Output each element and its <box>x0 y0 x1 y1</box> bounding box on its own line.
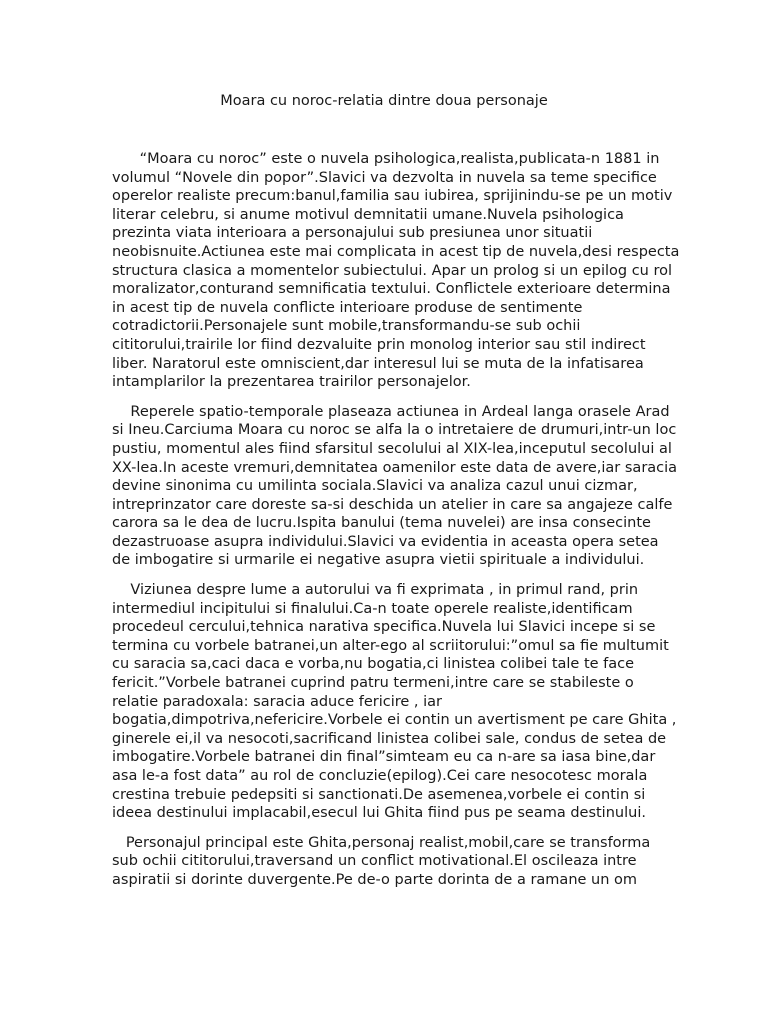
document-body <box>112 150 680 901</box>
text-line: dezastruoase asupra individului.Slavici va evidentia in aceasta opera setea <box>112 533 659 550</box>
text-line: si Ineu.Carciuma Moara cu noroc se alfa la o intretaiere de drumuri,intr-un loc <box>112 422 677 439</box>
text-line: Personajul principal este Ghita,personaj realist,mobil,care se transforma <box>112 834 651 851</box>
text-line: bogatia,dimpotriva,nefericire.Vorbele ei contin un avertisment pe care Ghita , <box>112 712 677 729</box>
text-line: intreprinzator care doreste sa-si deschida un atelier in care sa angajeze calfe <box>112 496 673 513</box>
text-line: sub ochii cititorului,traversand un conflict motivational.El oscileaza intre <box>112 853 637 870</box>
text-line: cotradictorii.Personajele sunt mobile,transformandu-se sub ochii <box>112 318 581 335</box>
text-line: volumul “Novele din popor”.Slavici va dezvolta in nuvela sa teme specifice <box>112 169 657 186</box>
text-line: fericit.”Vorbele batranei cuprind patru termeni,intre care se stabileste o <box>112 675 634 692</box>
text-line: pustiu, momentul ales fiind sfarsitul secolului al XIX-lea,inceputul secolului al <box>112 440 672 457</box>
text-line: “Moara cu noroc” este o nuvela psihologica,realista,publicata-n 1881 in <box>112 151 660 167</box>
text-line: cu saracia sa,caci daca e vorba,nu bogatia,ci linistea colibei tale te face <box>112 656 635 673</box>
text-line: crestina trebuie pedepsiti si sanctionati.De asemenea,vorbele ei contin si <box>112 786 646 803</box>
text-line: cititorului,trairile lor fiind dezvaluite prin monolog interior sau stil indirect <box>112 336 646 353</box>
text-line: operelor realiste precum:banul,familia sau iubirea, sprijinindu-se pe un motiv <box>112 188 673 205</box>
text-line: ginerele ei,il va nesocoti,sacrificand linistea colibei sale, condus de setea de <box>112 730 667 747</box>
text-line: termina cu vorbele batranei,un alter-ego al scriitorului:”omul sa fie multumit <box>112 637 669 654</box>
text-line: neobisnuite.Actiunea este mai complicata in acest tip de nuvela,desi respecta <box>112 243 680 260</box>
text-line: imbogatire.Vorbele batranei din final”simteam eu ca n-are sa iasa bine,dar <box>112 749 656 766</box>
text-line: intermediul incipitului si finalului.Ca-n toate operele realiste,identificam <box>112 600 633 617</box>
text-line: devine sinonima cu umilinta sociala.Slavici va analiza cazul unui cizmar, <box>112 478 638 495</box>
text-line: in acest tip de nuvela conflicte interioare produse de sentimente <box>112 299 583 316</box>
text-line: structura clasica a momentelor subiectului. Apar un prolog si un epilog cu rol <box>112 262 673 279</box>
text-line: ideea destinului implacabil,esecul lui Ghita fiind pus pe seama destinului. <box>112 805 646 822</box>
text-line: prezinta viata interioara a personajului sub presiunea unor situatii <box>112 225 593 242</box>
text-line: literar celebru, si anume motivul demnitatii umane.Nuvela psihologica <box>112 206 624 223</box>
paragraph <box>112 150 680 392</box>
document-title: Moara cu noroc-relatia dintre doua personaje <box>220 93 548 109</box>
paragraph <box>112 834 652 890</box>
text-line: Reperele spatio-temporale plaseaza actiunea in Ardeal langa orasele Arad <box>112 403 670 420</box>
text-line: relatie paradoxala: saracia aduce fericire , iar <box>112 693 443 710</box>
text-line: asa le-a fost data” au rol de concluzie(epilog).Cei care nesocotesc morala <box>112 768 648 784</box>
text-line: XX-lea.In aceste vremuri,demnitatea oamenilor este data de avere,iar saracia <box>112 459 678 476</box>
text-line: Viziunea despre lume a autorului va fi exprimata , in primul rand, prin <box>112 582 639 599</box>
text-line: de imbogatire si urmarile ei negative asupra vietii spirituale a individului. <box>112 552 645 569</box>
text-line: procedeul cercului,tehnica narativa specifica.Nuvela lui Slavici incepe si se <box>112 619 656 636</box>
text-line: aspiratii si dorinte duvergente.Pe de-o parte dorinta de a ramane un om <box>112 871 638 888</box>
paragraph <box>112 403 678 570</box>
text-line: moralizator,conturand semnificatia textului. Conflictele exterioare determina <box>112 281 671 298</box>
text-line: carora sa le dea de lucru.Ispita banului (tema nuvelei) are insa consecinte <box>112 515 651 532</box>
paragraph <box>112 581 677 823</box>
text-line: liber. Naratorul este omniscient,dar interesul lui se muta de la infatisarea <box>112 355 644 372</box>
text-line: intamplarilor la prezentarea trairilor personajelor. <box>112 374 471 391</box>
